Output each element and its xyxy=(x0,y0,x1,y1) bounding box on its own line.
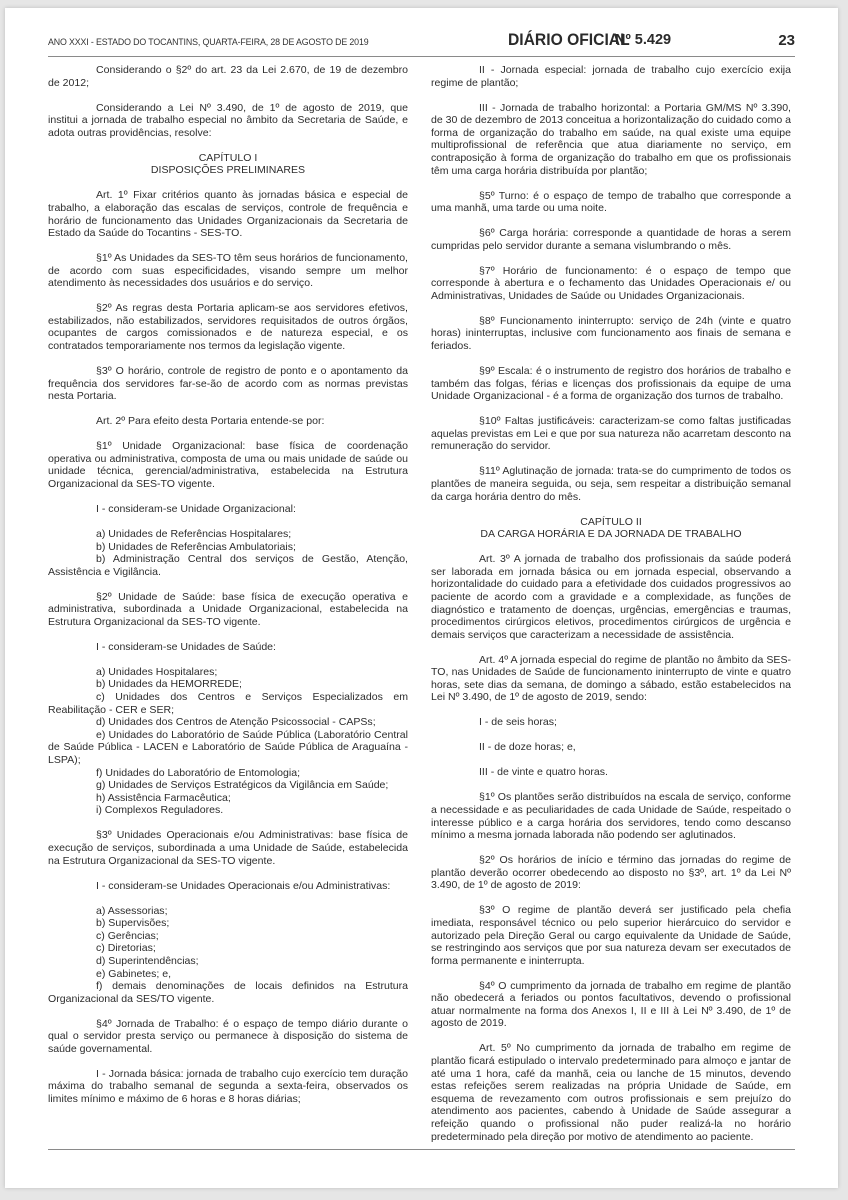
list-item: II - de doze horas; e, xyxy=(479,741,576,754)
paragraph: §2º As regras desta Portaria aplicam-se aos servidores efetivos, estabilizados, não estabilizados, servidores requisitados de outros órgãos, ocupantes de cargos comissionados e de natureza especial, e os contratados temporariamente nos termos da legislação vigente. xyxy=(48,302,408,353)
right-column xyxy=(431,64,791,1156)
chapter-heading xyxy=(431,516,791,541)
footer-divider xyxy=(48,1149,795,1150)
paragraph: §8º Funcionamento ininterrupto: serviço de 24h (vinte e quatro horas) ininterruptas, inclusive com funcionamento aos finais de semana e feriados. xyxy=(431,314,791,353)
list-item: e) Gabinetes; e, xyxy=(96,967,172,980)
paragraph: §6º Carga horária: corresponde a quantidade de horas a serem cumpridas pelo servidor durante a semana vislumbrando o mês. xyxy=(431,227,791,252)
paragraph: §3º O regime de plantão deverá ser justificado pela chefia imediata, responsável técnico ou pelo superior hierárcuico do servidor e autorizado pela Direção Geral ou cargo equivalente da Unidade de Saúde, se restringindo aos serviços que por sua natureza devam ser executados de forma permanente e ininterrupta. xyxy=(431,904,791,967)
paragraph: I - Jornada básica: jornada de trabalho cujo exercício tem duração máxima do trabalho semanal de segunda a sexta-feira, observados os limites mínimo e máximo de 6 horas e 8 horas diárias; xyxy=(48,1067,408,1106)
paragraph: §1º As Unidades da SES-TO têm seus horários de funcionamento, de acordo com suas especificidades, visando sempre um melhor atendimento às necessidades dos usuários e do serviço. xyxy=(48,252,408,290)
list-item: b) Unidades de Referências Ambulatoriais; xyxy=(96,540,296,553)
paragraph: II - Jornada especial: jornada de trabalho cujo exercício exija regime de plantão; xyxy=(431,64,791,89)
article: Art. 3º A jornada de trabalho dos profissionais da saúde poderá ser laborada em jornada básica ou em jornada especial, observando a horizontalidade do cuidado para a efetividade dos cuidados progressivos ao paciente de acordo com a gravidade e a complexidade, as funções de diagnóstico e tratamento de doenças, urgências, emergências e traumas, procedimentos cirúrgicos eletivos, procedimentos cirúrgicos de urgência e demais serviços que caracterizam a necessidade de assistência. xyxy=(431,553,791,641)
paragraph: §10º Faltas justificáveis: caracterizam-se como faltas justificadas aquelas previstas em Lei e que por sua natureza não acarretam desconto na remuneração do servidor. xyxy=(431,415,791,453)
paragraph: §1º Os plantões serão distribuídos na escala de serviço, conforme a necessidade e as peculiaridades de cada Unidade de Saúde, respeitado o interesse público e a carga horária dos servidores, tendo como descanso mínimo a mesma jornada laborada não podendo ser aglutinados. xyxy=(431,791,791,842)
list-item: c) Unidades dos Centros e Serviços Especializados em Reabilitação - CER e SER; xyxy=(48,691,408,716)
article: Art. 5º No cumprimento da jornada de trabalho em regime de plantão ficará estipulado o intervalo predeterminado para almoço e jantar de até uma 1 hora, café da manhã, ceia ou lanche de 15 minutos, devendo estas refeições serem realizadas na própria Unidade de Saúde, em esquema de revezamento com outros profissionais e sem prejuízo do atendimento aos pacientes, cabendo à Unidade de Saúde assegurar a refeição quando o profissional não puder realizá-la no horário predeterminado pela direção por motivo de atendimento ao paciente. xyxy=(431,1042,791,1143)
org-units-list xyxy=(48,528,408,578)
page-number: 23 xyxy=(778,32,795,49)
paragraph: §4º Jornada de Trabalho: é o espaço de tempo diário durante o qual o servidor presta serviço ou permanece à disposição do sistema de saúde governamental. xyxy=(48,1017,408,1055)
article: Art. 4º A jornada especial do regime de plantão no âmbito da SES-TO, nas Unidades de Saúde de funcionamento ininterrupto de vinte e quatro horas, sete dias da semana, de domingo a sábado, estão estabelecidos na Lei Nº 3.490, de 1º de agosto de 2019, sendo: xyxy=(431,653,791,704)
paragraph: §1º Unidade Organizacional: base física de coordenação operativa ou administrativa, composta de uma ou mais unidade de saúde ou unidade técnica, gerencial/administrativa, estabelecida na Estrutura Organizacional da SES-TO vigente. xyxy=(48,440,408,490)
paragraph: §9º Escala: é o instrumento de registro dos horários de trabalho e também das folgas, férias e licenças dos profissionais da equipe de uma Unidade Organizacional - é a forma de organização dos turnos de trabalho. xyxy=(431,365,791,403)
chapter-subtitle: DA CARGA HORÁRIA E DA JORNADA DE TRABALHO xyxy=(480,528,742,541)
list-intro: I - consideram-se Unidade Organizacional: xyxy=(96,502,296,515)
list-item: I - de seis horas; xyxy=(479,716,557,729)
chapter-subtitle: DISPOSIÇÕES PRELIMINARES xyxy=(150,164,306,177)
article: Art. 2º Para efeito desta Portaria entende-se por: xyxy=(96,415,325,428)
list-item: b) Administração Central dos serviços de Gestão, Atenção, Assistência e Vigilância. xyxy=(48,553,408,578)
article: Art. 1º Fixar critérios quanto às jornadas básica e especial de trabalho, a elaboração das escalas de serviços, controle de frequência e horário de funcionamento das Unidades Organizacionais da Secretaria de Estado da Saúde do Tocantins - SES-TO. xyxy=(48,189,408,240)
paragraph: III - Jornada de trabalho horizontal: a Portaria GM/MS Nº 3.390, de 30 de dezembro de 2013 conceitua a horizontalização do cuidado como a forma de organização do trabalho em saúde, na qual existe uma equipe multiprofissional de referência que atua diariamente no serviço, em contraposição à forma de organização do trabalho em que os profissionais têm uma carga horária distribuída por plantão; xyxy=(431,101,792,177)
header-issue-info: ANO XXXI - ESTADO DO TOCANTINS, QUARTA-FEIRA, 28 DE AGOSTO DE 2019 xyxy=(48,37,369,48)
list-item: III - de vinte e quatro horas. xyxy=(479,766,608,779)
list-item: b) Supervisões; xyxy=(96,917,170,930)
chapter-title: CAPÍTULO I xyxy=(198,151,258,164)
paragraph: §2º Os horários de início e término das jornadas do regime de plantão deverão ocorrer obedecendo ao disposto no §3º, art. 1º da Lei Nº 3.490, de 1º de agosto de 2019: xyxy=(431,854,791,892)
list-item: d) Superintendências; xyxy=(96,954,199,967)
chapter-title: CAPÍTULO II xyxy=(580,515,642,528)
op-units-list xyxy=(48,905,408,1006)
paragraph: §2º Unidade de Saúde: base física de execução operativa e administrativa, subordinada a Unidade Organizacional, estabelecida na Estrutura Organizacional da SES-TO vigente. xyxy=(48,590,408,628)
list-item: i) Complexos Reguladores. xyxy=(96,804,224,817)
paragraph: Considerando o §2º do art. 23 da Lei 2.670, de 19 de dezembro de 2012; xyxy=(48,64,408,89)
header-title: DIÁRIO OFICIAL xyxy=(508,30,630,49)
health-units-list xyxy=(48,666,408,817)
paragraph: Considerando a Lei Nº 3.490, de 1º de agosto de 2019, que institui a jornada de trabalho especial no âmbito da Secretaria de Saúde, e adota outras providências, resolve: xyxy=(48,101,408,139)
list-item: a) Unidades de Referências Hospitalares; xyxy=(96,527,292,540)
list-item: a) Unidades Hospitalares; xyxy=(96,665,218,678)
list-intro: I - consideram-se Unidades Operacionais e/ou Administrativas: xyxy=(96,879,391,892)
list-item: a) Assessorias; xyxy=(96,904,168,917)
list-item: h) Assistência Farmacêutica; xyxy=(96,791,231,804)
list-item: d) Unidades dos Centros de Atenção Psicossocial - CAPSs; xyxy=(96,716,376,729)
paragraph: §11º Aglutinação de jornada: trata-se do cumprimento de todos os plantões de maneira seguida, ou seja, sem respeitar a distribuição semanal da carga horária dentro do mês. xyxy=(431,465,791,503)
list-item: e) Unidades do Laboratório de Saúde Pública (Laboratório Central de Saúde Pública - LACEN e Laboratório de Saúde Pública de Araguaína - LSPA); xyxy=(48,728,408,767)
list-item: c) Diretorias; xyxy=(96,942,156,955)
list-intro: I - consideram-se Unidades de Saúde: xyxy=(96,640,276,653)
page-header xyxy=(48,28,795,57)
paragraph: §4º O cumprimento da jornada de trabalho em regime de plantão não obedecerá a feriados ou pontos facultativos, devendo o profissional atuar normalmente na forma dos Anexos I, II e III à Lei Nº 3.490, de 1º de agosto de 2019. xyxy=(431,979,791,1030)
list-item: f) demais denominações de locais definidos na Estrutura Organizacional da SES/TO vigente. xyxy=(48,980,408,1005)
list-item: b) Unidades da HEMORREDE; xyxy=(96,678,242,691)
list-item: f) Unidades do Laboratório de Entomologia; xyxy=(96,766,301,779)
header-issue-number: Nº 5.429 xyxy=(615,32,672,48)
left-column xyxy=(48,64,408,1118)
list-item: g) Unidades de Serviços Estratégicos da Vigilância em Saúde; xyxy=(96,779,389,792)
paragraph: §3º Unidades Operacionais e/ou Administrativas: base física de execução de serviços, subordinada a uma Unidade de Saúde, estabelecida na Estrutura Organizacional da SES-TO vigente. xyxy=(48,829,408,867)
paragraph: §7º Horário de funcionamento: é o espaço de tempo que corresponde à abertura e o fechamento das Unidades Operacionais e/ ou Administrativas, Unidades de Saúde ou Unidades Organizacionais. xyxy=(431,264,791,302)
list-item: c) Gerências; xyxy=(96,929,159,942)
paragraph: §3º O horário, controle de registro de ponto e o apontamento da frequência dos servidores far-se-ão de acordo com as normas previstas nesta Portaria. xyxy=(48,365,408,403)
paragraph: §5º Turno: é o espaço de tempo de trabalho que corresponde a uma manhã, uma tarde ou uma noite. xyxy=(431,189,791,215)
chapter-heading xyxy=(48,152,408,177)
